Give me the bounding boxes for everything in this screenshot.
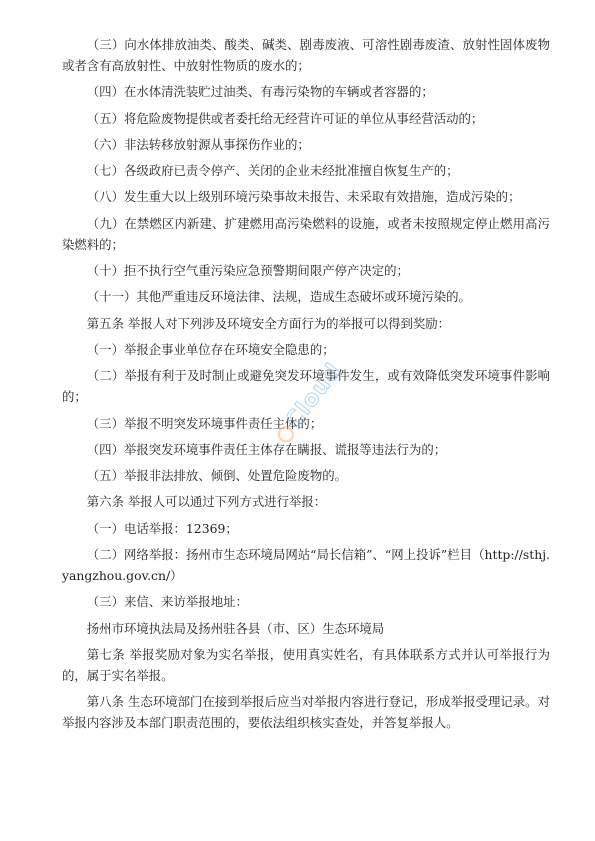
- paragraph-item-10: （十）拒不执行空气重污染应急预警期间限产停产决定的；: [86, 263, 409, 279]
- article-5-item-2: （二）举报有利于及时制止或避免突发环境事件发生，或有效降低突发环境事件影响的；: [62, 368, 550, 405]
- article-5-item-1: （一）举报企事业单位存在环境安全隐患的；: [86, 341, 335, 357]
- paragraph-item-6: （六）非法转移放射源从事探伤作业的；: [86, 136, 310, 152]
- paragraph-item-5: （五）将危险废物提供或者委托给无经营许可证的单位从事经营活动的；: [86, 110, 484, 126]
- paragraph-item-8: （八）发生重大以上级别环境污染事故未报告、未采取有效措施，造成污染的；: [86, 189, 521, 205]
- article-5-heading: 第五条 举报人对下列涉及环境安全方面行为的举报可以得到奖励：: [86, 315, 451, 331]
- paragraph-item-9: （九）在禁燃区内新建、扩建燃用高污染燃料的设施，或者未按照规定停止燃用高污染燃料的；: [62, 215, 550, 252]
- article-5-item-3: （三）举报不明突发环境事件责任主体的；: [86, 415, 323, 431]
- article-6-address: 扬州市环境执法局及扬州驻各县（市、区）生态环境局: [86, 620, 385, 636]
- paragraph-item-11: （十一）其他严重违反环境法律、法规，造成生态破坏或环境污染的。: [86, 289, 471, 305]
- article-6-phone: （一）电话举报：12369；: [86, 520, 238, 536]
- paragraph-item-4: （四）在水体清洗装贮过油类、有毒污染物的车辆或者容器的；: [86, 84, 434, 100]
- article-8: 第八条 生态环境部门在接到举报后应当对举报内容进行登记，形成举报受理记录。对举报内容涉及本部门职责范围的，要依法组织核实查处，并答复举报人。: [62, 694, 550, 731]
- paragraph-item-3: （三）向水体排放油类、酸类、碱类、剧毒废液、可溶性剧毒废渣、放射性固体废物或者含有高放射性、中放射性物质的废水的；: [62, 37, 550, 73]
- article-7: 第七条 举报奖励对象为实名举报，使用真实姓名，有具体联系方式并认可举报行为的，属于实名举报。: [62, 646, 550, 683]
- article-6-heading: 第六条 举报人可以通过下列方式进行举报：: [86, 494, 327, 510]
- article-6-mail-visit: （三）来信、来访举报地址：: [86, 594, 248, 610]
- article-5-item-5: （五）举报非法排放、倾倒、处置危险废物的。: [86, 468, 347, 484]
- article-5-item-4: （四）举报突发环境事件责任主体存在瞒报、谎报等违法行为的；: [86, 441, 447, 457]
- watermark-text: Cloud: [281, 358, 348, 434]
- paragraph-item-7: （七）各级政府已责令停产、关闭的企业未经批准擅自恢复生产的；: [86, 163, 459, 179]
- article-6-online: （二）网络举报：扬州市生态环境局网站“局长信箱”、“网上投诉”栏目（http://sthj.yangzhou.gov.cn/）: [62, 547, 550, 584]
